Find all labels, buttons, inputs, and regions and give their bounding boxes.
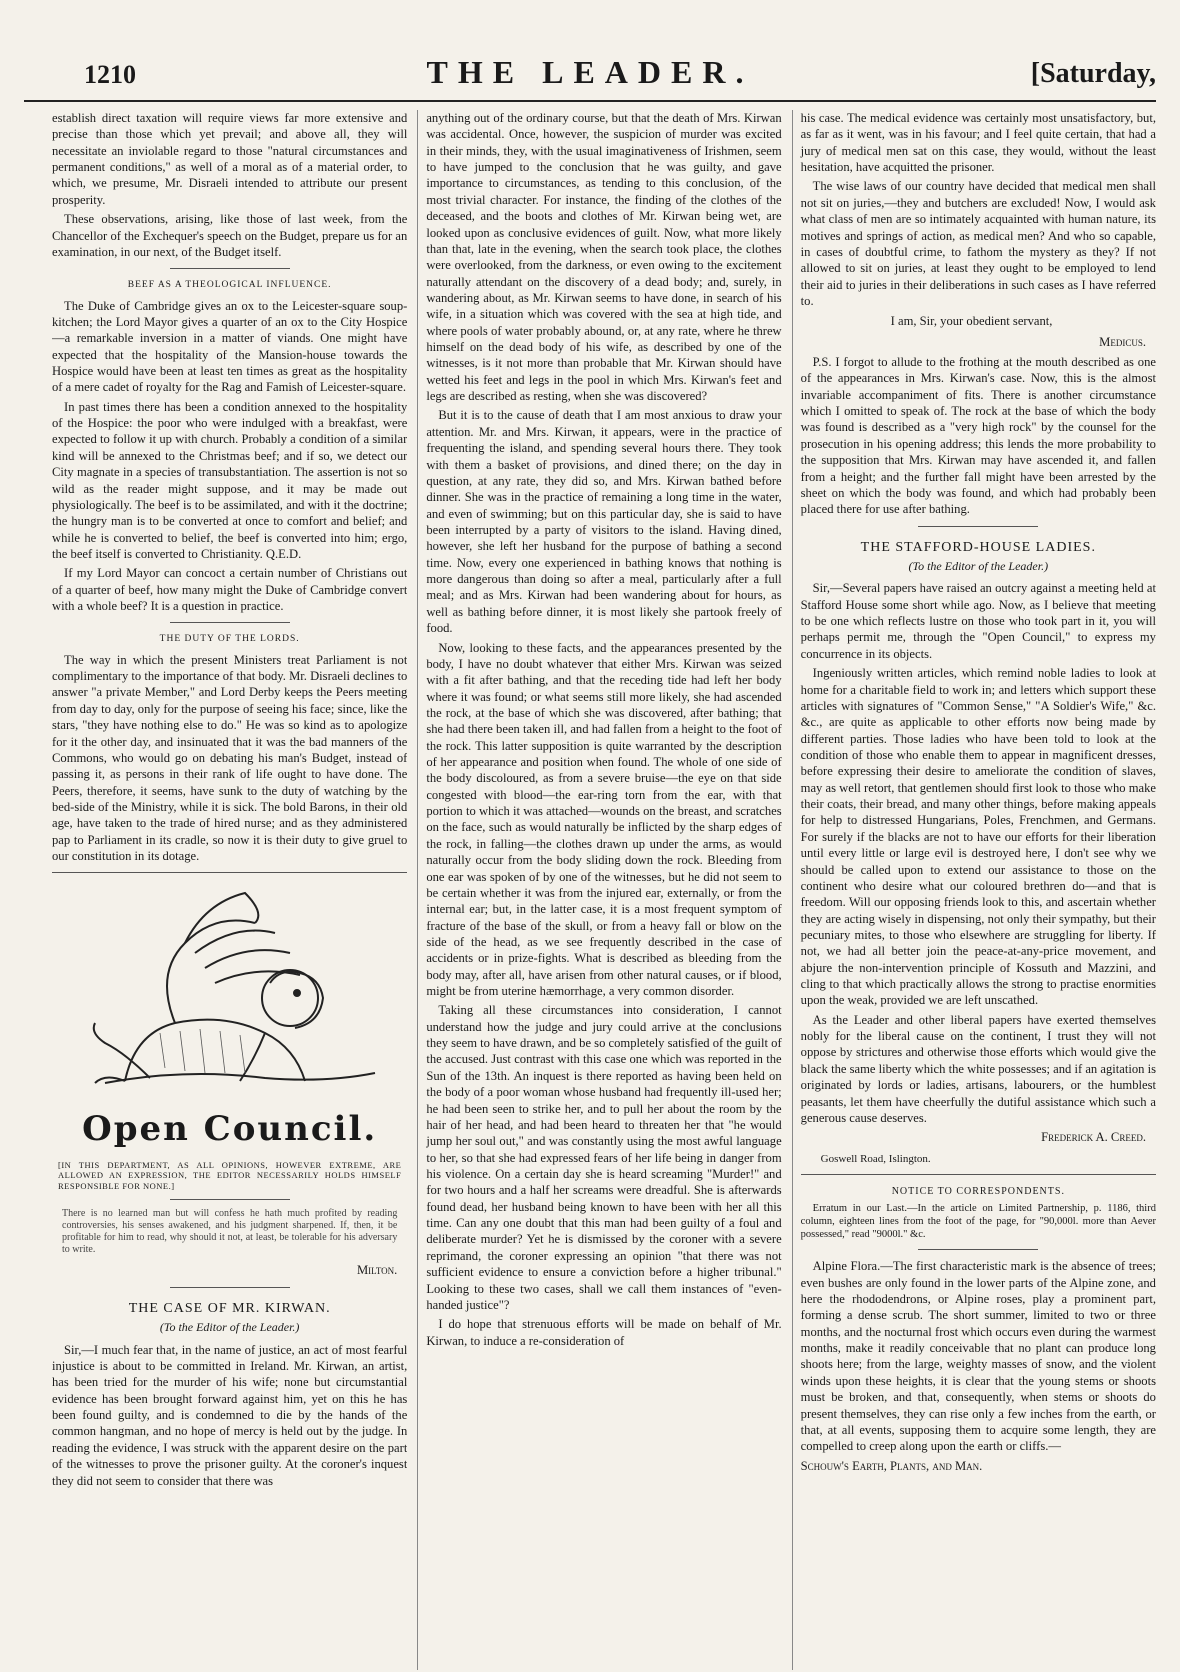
paragraph: Taking all these circumstances into consideration, I cannot understand how the judge and jury could arrive at the conclusions they seem to have drawn, and be so completely satisfied of the guilt of the accused. Just contrast with this case one which was reported in the Sun of the 13th. An inquest is there reported as having been held on the body of a poor woman whose husband had frequently ill-used her; he had been seen to strike her, and to pull her about the room by the hair of her head, and had been heard to threaten her that "he would jump her soul out," and was constantly using the most awful language to her, so that she had expressed fears of her life being in danger from his violence. On a certain day she is heard screaming "Murder!" and for two hours and a half her screams were dreadful. She is afterwards found dead, her husband being known to have been with her all this time. Can any one doubt that this man had been guilty of a foul and deliberate murder? Yet he is dismissed by the coroner with a severe reprimand, the coroner expressing an opinion "that there was not sufficient evidence to ensure a conviction before a higher tribunal." Looking to these two cases, shall we call them instances of "even-handed justice"? [426,1003,782,1312]
divider [170,622,290,623]
section-heading-notice: NOTICE TO CORRESPONDENTS. [891,1185,1065,1197]
section-heading-stafford: THE STAFFORD-HOUSE LADIES. [860,539,1096,555]
divider [918,1249,1038,1250]
column-3 [792,110,1156,1670]
column-1 [52,110,407,1670]
paragraph: anything out of the ordinary course, but that the death of Mrs. Kirwan was accidental. Once, however, the suspicion of murder was excited in their minds, they, with the usual imaginativeness of Irishmen, seem to have jumped to the conclusion that he was guilty, and gave importance to circumstances, as tending to this conclusion, of the most trivial character. For instance, the finding of the clothes of the deceased, and the boots and clothes of Mr. Kirwan being wet, are looked upon as conclusive evidences of guilt. Now, what more likely than that, late in the evening, when the search took place, the clothes were overlooked, from the darkness, or even owing to the excitement naturally attendant on the discovery of a dead body; and, surely, in wandering about, as Mr. Kirwan seems to have done, in search of his wife, in a situation which was covered with the sea at high tide, and where pools of water probably abound, or, at any rate, where he threw himself on the dead body of his wife, as described by one of the witnesses, is it not more than probable that Mr. Kirwan should have wetted his feet and legs in the pool in which Mrs. Kirwan's feet and legs are described as resting, when she was discovered? [426,111,782,404]
source-attribution: Schouw's Earth, Plants, and Man. [800,1458,983,1473]
paragraph: The way in which the present Ministers treat Parliament is not complimentary to the importance of that body. Mr. Disraeli declines to answer "a private Member," and Lord Derby keeps the Peers meeting from day to day, only for the purpose of seeing his face; since, like the stars, "they have nothing else to do." He was so kind as to apologize for it the other day, and insinuated that it was the bad manners of the Commons, who would go on debating his man's Budget, instead of passing it, as persons in their rank of life ought to have done. The Peers, therefore, it seems, have sunk to the duty of watching by the bed-side of the Ministry, while it is sick. The bold Barons, in their old age, have taken to the trade of hired nurse; and as they administered pap to Parliament in its cradle, so now it is their duty to give gruel to our constitution in its dotage. [52,652,408,864]
paragraph: But it is to the cause of death that I am most anxious to draw your attention. Mr. and Mrs. Kirwan, it appears, were in the practice of frequenting the island, and spending several hours there. They took with them a basket of provisions, and dined there; on the day in question, at any rate, they did so, and Mrs. Kirwan bathed before dinner. She was in the practice of remaining a long time in the water, and even of swimming; but on this particular day, she is said to have been interrupted by a party of visitors to the island. Having dined, however, she left her husband for the purpose of bathing a second time. Now, every one experienced in bathing knows that nothing is more dangerous than doing so after a meal, particularly after a full meal; and as Mrs. Kirwan had been wandering about for hours, as well as bathing before dinner, it is most likely she partook freely of food. [426,408,782,636]
letter-signature: Medicus. [1099,334,1146,349]
paragraph: Now, looking to these facts, and the appearances presented by the body, I have no doubt whatever that either Mrs. Kirwan was seized with a fit after bathing, and that the receding tide had left her body where it was found; or what seems still more likely, she had ascended the rock, at the base of which she was discovered, after bathing; that she had there been taken ill, and had fallen from a height to the foot of the rock. This latter supposition is quite warranted by the description of her appearance and position when found. The whole of one side of the body discoloured, as from a severe bruise—the eye on that side congested with blood—the ear-ring torn from the ear, with that portion to which it was attached—wounds on the breast, and scratches on the face, such as would naturally be inflicted by the sharp edges of the rock, in falling—the clothes drawn up under the arms, as would naturally occur from the body sliding down the rock. Bleeding from one ear was spoken of by one of the witnesses, but he did not seem to be certain whether it was from the injured ear, externally, or from the internal ear; but, in the latter case, it is a most frequent symptom of fracture of the base of the skull, or from a heavy fall or blow on the side of the head, as we see frequently described in the case of accidents or in prize-fights. What is described as bleeding from the body may, after all, have arisen from other natural causes, or if blood, might be from uterine hæmorrhage, a very common disorder. [426,640,782,999]
paragraph: P.S. I forgot to allude to the frothing at the mouth described as one of the appearances in Mrs. Kirwan's case. Now, this is the almost invariable accompaniment of fits. There is another circumstance which I omitted to speak of. The rock at the base of which the body was found is described as a "very high rock" by the counsel for the prosecution in his opening address; this lends the more probability to the supposition that Mrs. Kirwan may have ascended it, and fallen from a height; and the further fall might have been arrested by the sheet on which the body was found, and which had probably been placed there for use after bathing. [800,355,1156,517]
paragraph: Sir,—Several papers have raised an outcry against a meeting held at Stafford House some short while ago. Now, as I believe that meeting to be one which reflects lustre on those who took part in it, you will perhaps permit me, through the "Open Council," to express my concurrence in its objects. [800,581,1156,661]
letter-closing: I am, Sir, your obedient servant, [890,314,1053,329]
divider [170,1287,290,1288]
paragraph: These observations, arising, like those of last week, from the Chancellor of the Exchequer's speech on the Budget, prepare us for an examination, in our next, of the Budget itself. [52,212,408,259]
section-subheading: (To the Editor of the Leader.) [159,1320,300,1335]
paragraph: Sir,—I much fear that, in the name of justice, an act of most fearful injustice is about to be committed in Ireland. Mr. Kirwan, an artist, has been tried for the murder of his wife; none but circumstantial evidence has been brought forward against him, yet on this he has been found guilty, and is condemned to die by the hands of the common hangman, and no hope of mercy is held out by the judge. In reading the evidence, I was struck with the apparent desire on the part of the witnesses to prove the prisoner guilty. At the coroner's inquest they did not seem to consider that there was [52,1342,408,1488]
masthead [24,40,1156,102]
divider [801,1174,1156,1175]
section-heading-lords: THE DUTY OF THE LORDS. [159,634,300,645]
erratum-notice: Erratum in our Last.—In the article on Limited Partnership, p. 1186, third column, eighteen lines from the foot of the page, for "90,000l. more than Aever possessed," read "9000l." &c. [800,1202,1156,1241]
paragraph: Ingeniously written articles, which remind noble ladies to look at home for a charitable field to work in; and letters which support these articles with signatures of "Common Sense," "A Soldier's Wife," &c. &c., are quite as applicable to other efforts now being made by different parties. Those ladies who have been told to look at the condition of those who enable them to appear in magnificent dresses, before expressing their desire to ameliorate the condition of slaves, may as well retort, that gentlemen should first look to those who make their coats, their bread, and many other things, before making appeals for help to distressed Hungarians, Poles, Frenchmen, and Germans. For surely if the blacks are not to have our efforts for their liberation until every little or large evil is destroyed here, I don't see why we should be called upon to extend our assistance to those on the continent who desire what our coloured brethren do—and that is freedom. Will our opposing friends look to this, and ascertain whether they are acting wisely in dispensing, not only their sympathy, but their pecuniary mites, to those who elsewhere are struggling for liberty. If not, we had all better join the peace-at-any-price movement, and abjure the non-intervention principle of Kossuth and Mazzini, and cling to that which practically allows the strong to practise enormities upon the weak, provided we are left unscathed. [800,666,1156,1008]
column-2 [417,110,781,1670]
paragraph: his case. The medical evidence was certainly most unsatisfactory, but, as far as it went, was in his favour; and I feel quite certain, that had a jury of medical men sat on this case, they would, without the least hesitation, have acquitted the prisoner. [800,111,1156,175]
letter-address: Goswell Road, Islington. [820,1152,931,1165]
paragraph: As the Leader and other liberal papers have exerted themselves nobly for the liberal cause on the continent, I trust they will not oppose by strictures and otherwise those efforts which would give the black the same liberty which the white possesses; and if an agitation is originated by lords or ladies, artisans, labourers, or the humblest peasants, let them have cheerfully the dutiful assistance which such a generous cause deserves. [800,1012,1156,1125]
paragraph: If my Lord Mayor can concoct a certain number of Christians out of a quarter of beef, how many might the Duke of Cambridge convert with a whole beef? It is a question in practice. [52,566,408,614]
divider [918,526,1038,527]
winged-lion-icon [65,883,395,1103]
paragraph: establish direct taxation will require views far more extensive and precise than those which yet prevail; and above all, they will necessitate an inviolable regard to those "natural circumstances and permanent conditions," as well of a moral as of a material order, to which, we presume, Mr. Disraeli intended to attribute our present prosperity. [52,111,408,207]
section-heading-beef: BEEF AS A THEOLOGICAL INFLUENCE. [127,280,332,291]
paragraph: The wise laws of our country have decided that medical men shall not sit on juries,—they and butchers are excluded! Now, I would ask what class of men are so intimately acquainted with human nature, its motives and springs of action, as medical men? And who so capable, in cases of doubtful crime, to fathom the mystery as they? If not allowed to sit on juries, at least they ought to be employed to lend their aid to juries in their deliberations in such cases as I have referred to. [800,179,1156,308]
section-subheading: (To the Editor of the Leader.) [908,558,1049,573]
paragraph: I do hope that strenuous efforts will be made on behalf of Mr. Kirwan, to induce a re-consideration of [426,1317,782,1348]
milton-quote: There is no learned man but will confess he hath much profited by reading controversies, his senses awakened, and his judgment sharpened. If, then, it be profitable for him to read, why should it not, at least, be tolerable for his adversary to write. [62,1208,398,1256]
paragraph: Alpine Flora.—The first characteristic mark is the absence of trees; even bushes are only found in the lower parts of the Alpine zone, and here the rhododendrons, or Alpine roses, play a prominent part, forming a dense scrub. The short summer, limited to two or three months, and the nocturnal frost which occurs even during the warmest months, make it readily conceivable that no plant can produce long shoots here; from the large, weighty masses of snow, and the violent winds upon these heights, it is clear that the young stems or shoots must be broken, and that, consequently, when stems or shoots do present themselves, they can rise only a few inches from the earth, or that, at all events, supposing them to acquire some length, they are compelled to creep along upon the earth or cliffs.— [800,1259,1156,1454]
divider [170,268,290,269]
issue-day: [Saturday, [1030,58,1156,89]
divider [52,872,407,873]
quote-attribution: Milton. [356,1263,398,1278]
paragraph: The Duke of Cambridge gives an ox to the Leicester-square soup-kitchen; the Lord Mayor gives a quarter of an ox to the City Hospice—a remarkable inversion in a matter of viands. One might have expected that the hospitality of the Mansion-house towards the Hospice would have been at least ten times as great as the hospitality of a mere cadet of royalty for the Rag and Famish of Leicester-square. [52,298,408,395]
letter-signature: Frederick A. Creed. [1041,1130,1146,1145]
divider [170,1199,290,1200]
section-heading-kirwan: THE CASE OF MR. KIRWAN. [128,1300,331,1316]
page-number: 1210 [84,60,136,89]
columns [24,110,1156,1670]
paragraph: In past times there has been a condition annexed to the hospitality of the Hospice: the poor who were indulged with a breakfast, were expected to follow it up with church. Probably a condition of a similar kind will be annexed to the Christmas beef; and if so, we detect our City magnate in a species of transubstantiation. The assertion is not so wild as the reader might suppose, and it may be made out physiologically. The beef is to be assimilated, and with it the doctrine; the hungry man is to be converted at once to comfort and belief; and while he is converted to belief, the beef is converted into him; ergo, the beef itself is converted to Christianity. Q.E.D. [52,399,408,561]
open-council-disclaimer: [IN THIS DEPARTMENT, AS ALL OPINIONS, HOWEVER EXTREME, ARE ALLOWED AN EXPRESSION, THE EDITOR NECESSARILY HOLDS HIMSELF RESPONSIBLE FOR NONE.] [58,1159,402,1191]
open-council-title: Open Council. [82,1109,378,1150]
newspaper-title: THE LEADER. [426,54,754,90]
